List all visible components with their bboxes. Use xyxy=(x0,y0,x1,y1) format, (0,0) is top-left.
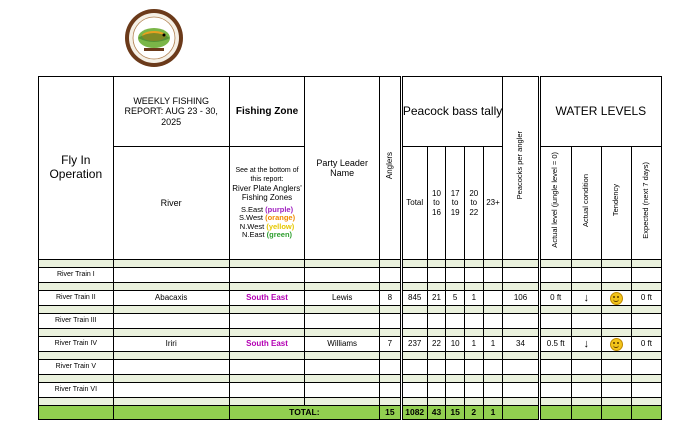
cell-actual-level xyxy=(539,360,571,375)
spacer-cell xyxy=(483,260,503,268)
spacer-cell xyxy=(483,306,503,314)
spacer-cell xyxy=(401,283,427,291)
spacer-cell xyxy=(401,306,427,314)
cell-expected xyxy=(631,360,661,375)
spacer-cell xyxy=(401,398,427,406)
spacer-cell xyxy=(229,306,305,314)
spacer-cell xyxy=(464,260,483,268)
spacer-cell xyxy=(464,375,483,383)
cell-party-leader xyxy=(305,268,380,283)
cell-per-angler xyxy=(503,314,539,329)
spacer-cell xyxy=(39,260,114,268)
zone-legend xyxy=(229,147,305,260)
cell-river: Iriri xyxy=(113,337,229,352)
cell-river xyxy=(113,314,229,329)
spacer-cell xyxy=(427,329,446,337)
cell-anglers: 7 xyxy=(379,337,401,352)
spacer-cell xyxy=(379,398,401,406)
spacer-cell xyxy=(571,375,601,383)
cell-operation: River Train IV xyxy=(39,337,114,352)
club-logo xyxy=(124,8,184,68)
spacer-cell xyxy=(483,398,503,406)
spacer-cell xyxy=(483,329,503,337)
cell-operation: River Train II xyxy=(39,291,114,306)
spacer-cell xyxy=(229,375,305,383)
header-peacock-tally: Peacock bass tally xyxy=(401,77,503,147)
totals-per-angler xyxy=(503,406,539,420)
spacer-cell xyxy=(631,283,661,291)
spacer-cell xyxy=(539,375,571,383)
totals-10-16: 43 xyxy=(427,406,446,420)
spacer-cell xyxy=(539,329,571,337)
spacer-cell xyxy=(601,306,631,314)
spacer-cell xyxy=(601,375,631,383)
spacer-cell xyxy=(539,260,571,268)
header-fishing-zone: Fishing Zone xyxy=(229,77,305,147)
header-expected: Expected (next 7 days) xyxy=(631,147,661,260)
spacer-cell xyxy=(39,306,114,314)
cell-20-22: 1 xyxy=(464,291,483,306)
header-range-20-22: 20 to 22 xyxy=(464,147,483,260)
spacer-cell xyxy=(446,352,465,360)
cell-17-19 xyxy=(446,360,465,375)
spacer-cell xyxy=(503,283,539,291)
cell-20-22 xyxy=(464,360,483,375)
spacer-cell xyxy=(571,329,601,337)
report-title: WEEKLY FISHING REPORT: AUG 23 - 30, 2025 xyxy=(113,77,229,147)
cell-river xyxy=(113,360,229,375)
cell-23-plus xyxy=(483,383,503,398)
spacer-cell xyxy=(427,398,446,406)
spacer-cell xyxy=(631,398,661,406)
cell-17-19 xyxy=(446,268,465,283)
spacer-cell xyxy=(539,306,571,314)
spacer-cell xyxy=(571,352,601,360)
cell-operation: River Train I xyxy=(39,268,114,283)
cell-tendency xyxy=(601,314,631,329)
cell-party-leader xyxy=(305,314,380,329)
spacer-cell xyxy=(503,260,539,268)
spacer-cell xyxy=(379,283,401,291)
cell-anglers xyxy=(379,314,401,329)
header-water-levels: WATER LEVELS xyxy=(539,77,661,147)
spacer-cell xyxy=(401,352,427,360)
spacer-cell xyxy=(446,375,465,383)
spacer-cell xyxy=(113,398,229,406)
spacer-cell xyxy=(113,352,229,360)
cell-party-leader xyxy=(305,360,380,375)
cell-20-22 xyxy=(464,383,483,398)
cell-tendency xyxy=(601,360,631,375)
smiley-icon xyxy=(610,338,623,351)
spacer-cell xyxy=(427,375,446,383)
header-range-17-19: 17 to 19 xyxy=(446,147,465,260)
spacer-cell xyxy=(229,329,305,337)
cell-10-16 xyxy=(427,268,446,283)
cell-expected xyxy=(631,314,661,329)
cell-actual-level xyxy=(539,383,571,398)
spacer-cell xyxy=(39,352,114,360)
cell-23-plus xyxy=(483,291,503,306)
cell-expected: 0 ft xyxy=(631,291,661,306)
spacer-cell xyxy=(571,283,601,291)
spacer-cell xyxy=(229,352,305,360)
totals-total: 1082 xyxy=(401,406,427,420)
spacer-cell xyxy=(483,352,503,360)
spacer-cell xyxy=(113,306,229,314)
totals-exp xyxy=(631,406,661,420)
spacer-cell xyxy=(229,260,305,268)
spacer-cell xyxy=(379,329,401,337)
cell-total xyxy=(401,360,427,375)
spacer-cell xyxy=(229,283,305,291)
zone-legend-ne: N.East (green) xyxy=(242,230,293,240)
totals-row xyxy=(39,406,662,420)
totals-cond xyxy=(571,406,601,420)
cell-tendency xyxy=(601,291,631,306)
spacer-cell xyxy=(427,283,446,291)
spacer-cell xyxy=(305,329,380,337)
zone-legend-sw: S.West (orange) xyxy=(238,213,296,223)
spacer-cell xyxy=(483,375,503,383)
spacer-cell xyxy=(379,306,401,314)
cell-actual-condition: ↓ xyxy=(571,291,601,306)
cell-17-19: 10 xyxy=(446,337,465,352)
spacer-cell xyxy=(305,260,380,268)
cell-zone: South East xyxy=(229,337,305,352)
spacer-cell xyxy=(39,283,114,291)
cell-actual-level: 0 ft xyxy=(539,291,571,306)
cell-actual-condition xyxy=(571,383,601,398)
spacer-cell xyxy=(379,260,401,268)
fishing-report-table xyxy=(38,76,662,420)
header-fly-in-operation: Fly In Operation xyxy=(39,77,114,260)
cell-total xyxy=(401,268,427,283)
cell-anglers xyxy=(379,360,401,375)
cell-anglers xyxy=(379,383,401,398)
cell-10-16 xyxy=(427,360,446,375)
cell-zone xyxy=(229,383,305,398)
spacer-cell xyxy=(631,329,661,337)
cell-zone xyxy=(229,268,305,283)
zone-note-small: See at the bottom of this report: xyxy=(235,166,299,184)
cell-10-16: 21 xyxy=(427,291,446,306)
cell-per-angler xyxy=(503,268,539,283)
spacer-cell xyxy=(305,398,380,406)
smiley-icon xyxy=(610,292,623,305)
totals-cell-river xyxy=(113,406,229,420)
cell-actual-level xyxy=(539,268,571,283)
totals-anglers: 15 xyxy=(379,406,401,420)
spacer-row xyxy=(39,283,662,291)
cell-20-22: 1 xyxy=(464,337,483,352)
cell-23-plus xyxy=(483,268,503,283)
spacer-row xyxy=(39,352,662,360)
spacer-cell xyxy=(427,260,446,268)
spacer-cell xyxy=(113,283,229,291)
spacer-cell xyxy=(427,306,446,314)
spacer-cell xyxy=(446,260,465,268)
cell-party-leader: Williams xyxy=(305,337,380,352)
header-range-23-plus: 23+ xyxy=(483,147,503,260)
totals-level xyxy=(539,406,571,420)
cell-zone xyxy=(229,314,305,329)
cell-river: Abacaxis xyxy=(113,291,229,306)
zone-legend-se: S.East (purple) xyxy=(240,204,294,214)
cell-tendency xyxy=(601,337,631,352)
cell-operation: River Train III xyxy=(39,314,114,329)
header-tendency: Tendency xyxy=(601,147,631,260)
spacer-cell xyxy=(379,352,401,360)
spacer-cell xyxy=(464,329,483,337)
spacer-cell xyxy=(39,329,114,337)
cell-expected xyxy=(631,268,661,283)
spacer-cell xyxy=(571,260,601,268)
spacer-cell xyxy=(483,283,503,291)
spacer-cell xyxy=(401,329,427,337)
cell-20-22 xyxy=(464,268,483,283)
cell-actual-condition xyxy=(571,268,601,283)
cell-operation: River Train V xyxy=(39,360,114,375)
spacer-cell xyxy=(601,398,631,406)
spacer-cell xyxy=(601,329,631,337)
cell-17-19 xyxy=(446,383,465,398)
spacer-cell xyxy=(464,306,483,314)
spacer-cell xyxy=(446,329,465,337)
spacer-cell xyxy=(401,260,427,268)
cell-actual-level: 0.5 ft xyxy=(539,337,571,352)
cell-23-plus: 1 xyxy=(483,337,503,352)
spacer-cell xyxy=(503,352,539,360)
cell-17-19: 5 xyxy=(446,291,465,306)
spacer-cell xyxy=(601,352,631,360)
spacer-cell xyxy=(631,260,661,268)
header-total: Total xyxy=(401,147,427,260)
cell-anglers xyxy=(379,268,401,283)
cell-party-leader: Lewis xyxy=(305,291,380,306)
header-river: River xyxy=(113,147,229,260)
cell-zone xyxy=(229,360,305,375)
spacer-cell xyxy=(427,352,446,360)
spacer-cell xyxy=(446,398,465,406)
spacer-row xyxy=(39,306,662,314)
zone-note-main: River Plate Anglers' Fishing Zones xyxy=(232,184,302,203)
spacer-cell xyxy=(601,283,631,291)
spacer-cell xyxy=(539,283,571,291)
header-range-10-16: 10 to 16 xyxy=(427,147,446,260)
spacer-cell xyxy=(503,398,539,406)
cell-zone: South East xyxy=(229,291,305,306)
spacer-cell xyxy=(571,398,601,406)
table-row xyxy=(39,360,662,375)
cell-actual-condition xyxy=(571,360,601,375)
spacer-cell xyxy=(503,329,539,337)
spacer-row xyxy=(39,375,662,383)
spacer-cell xyxy=(39,375,114,383)
cell-per-angler xyxy=(503,383,539,398)
totals-20-22: 2 xyxy=(464,406,483,420)
cell-actual-condition: ↓ xyxy=(571,337,601,352)
cell-23-plus xyxy=(483,360,503,375)
table-row xyxy=(39,337,662,352)
cell-actual-level xyxy=(539,314,571,329)
spacer-cell xyxy=(464,283,483,291)
cell-per-angler xyxy=(503,360,539,375)
spacer-cell xyxy=(379,375,401,383)
cell-total: 237 xyxy=(401,337,427,352)
spacer-cell xyxy=(113,375,229,383)
cell-river xyxy=(113,268,229,283)
cell-tendency xyxy=(601,268,631,283)
spacer-row xyxy=(39,329,662,337)
spacer-cell xyxy=(113,260,229,268)
spacer-cell xyxy=(39,398,114,406)
cell-per-angler: 34 xyxy=(503,337,539,352)
cell-10-16 xyxy=(427,383,446,398)
cell-10-16: 22 xyxy=(427,337,446,352)
spacer-cell xyxy=(305,352,380,360)
table-row xyxy=(39,314,662,329)
cell-total: 845 xyxy=(401,291,427,306)
table-row xyxy=(39,268,662,283)
cell-anglers: 8 xyxy=(379,291,401,306)
spacer-cell xyxy=(305,283,380,291)
cell-expected xyxy=(631,383,661,398)
cell-per-angler: 106 xyxy=(503,291,539,306)
zone-legend-nw: N.West (yellow) xyxy=(239,221,295,231)
cell-total xyxy=(401,383,427,398)
cell-total xyxy=(401,314,427,329)
spacer-cell xyxy=(539,398,571,406)
spacer-cell xyxy=(503,306,539,314)
cell-17-19 xyxy=(446,314,465,329)
cell-20-22 xyxy=(464,314,483,329)
header-actual-level: Actual level (jungle level = 0) xyxy=(539,147,571,260)
table-row xyxy=(39,383,662,398)
spacer-cell xyxy=(401,375,427,383)
spacer-cell xyxy=(631,306,661,314)
cell-10-16 xyxy=(427,314,446,329)
spacer-cell xyxy=(305,375,380,383)
cell-23-plus xyxy=(483,314,503,329)
spacer-cell xyxy=(113,329,229,337)
cell-actual-condition xyxy=(571,314,601,329)
header-actual-condition: Actual condition xyxy=(571,147,601,260)
spacer-row xyxy=(39,260,662,268)
cell-operation: River Train VI xyxy=(39,383,114,398)
spacer-cell xyxy=(464,352,483,360)
table-row xyxy=(39,291,662,306)
header-party-leader: Party Leader Name xyxy=(305,77,380,260)
header-anglers: Anglers xyxy=(379,77,401,260)
spacer-cell xyxy=(601,260,631,268)
header-per-angler: Peacocks per angler xyxy=(503,77,539,260)
spacer-row xyxy=(39,398,662,406)
totals-cell-op xyxy=(39,406,114,420)
cell-river xyxy=(113,383,229,398)
totals-23-plus: 1 xyxy=(483,406,503,420)
spacer-cell xyxy=(446,306,465,314)
totals-label: TOTAL: xyxy=(229,406,379,420)
spacer-cell xyxy=(229,398,305,406)
totals-17-19: 15 xyxy=(446,406,465,420)
totals-tend xyxy=(601,406,631,420)
cell-expected: 0 ft xyxy=(631,337,661,352)
spacer-cell xyxy=(539,352,571,360)
spacer-cell xyxy=(305,306,380,314)
cell-party-leader xyxy=(305,383,380,398)
spacer-cell xyxy=(631,375,661,383)
cell-tendency xyxy=(601,383,631,398)
spacer-cell xyxy=(446,283,465,291)
spacer-cell xyxy=(571,306,601,314)
spacer-cell xyxy=(503,375,539,383)
spacer-cell xyxy=(464,398,483,406)
spacer-cell xyxy=(631,352,661,360)
